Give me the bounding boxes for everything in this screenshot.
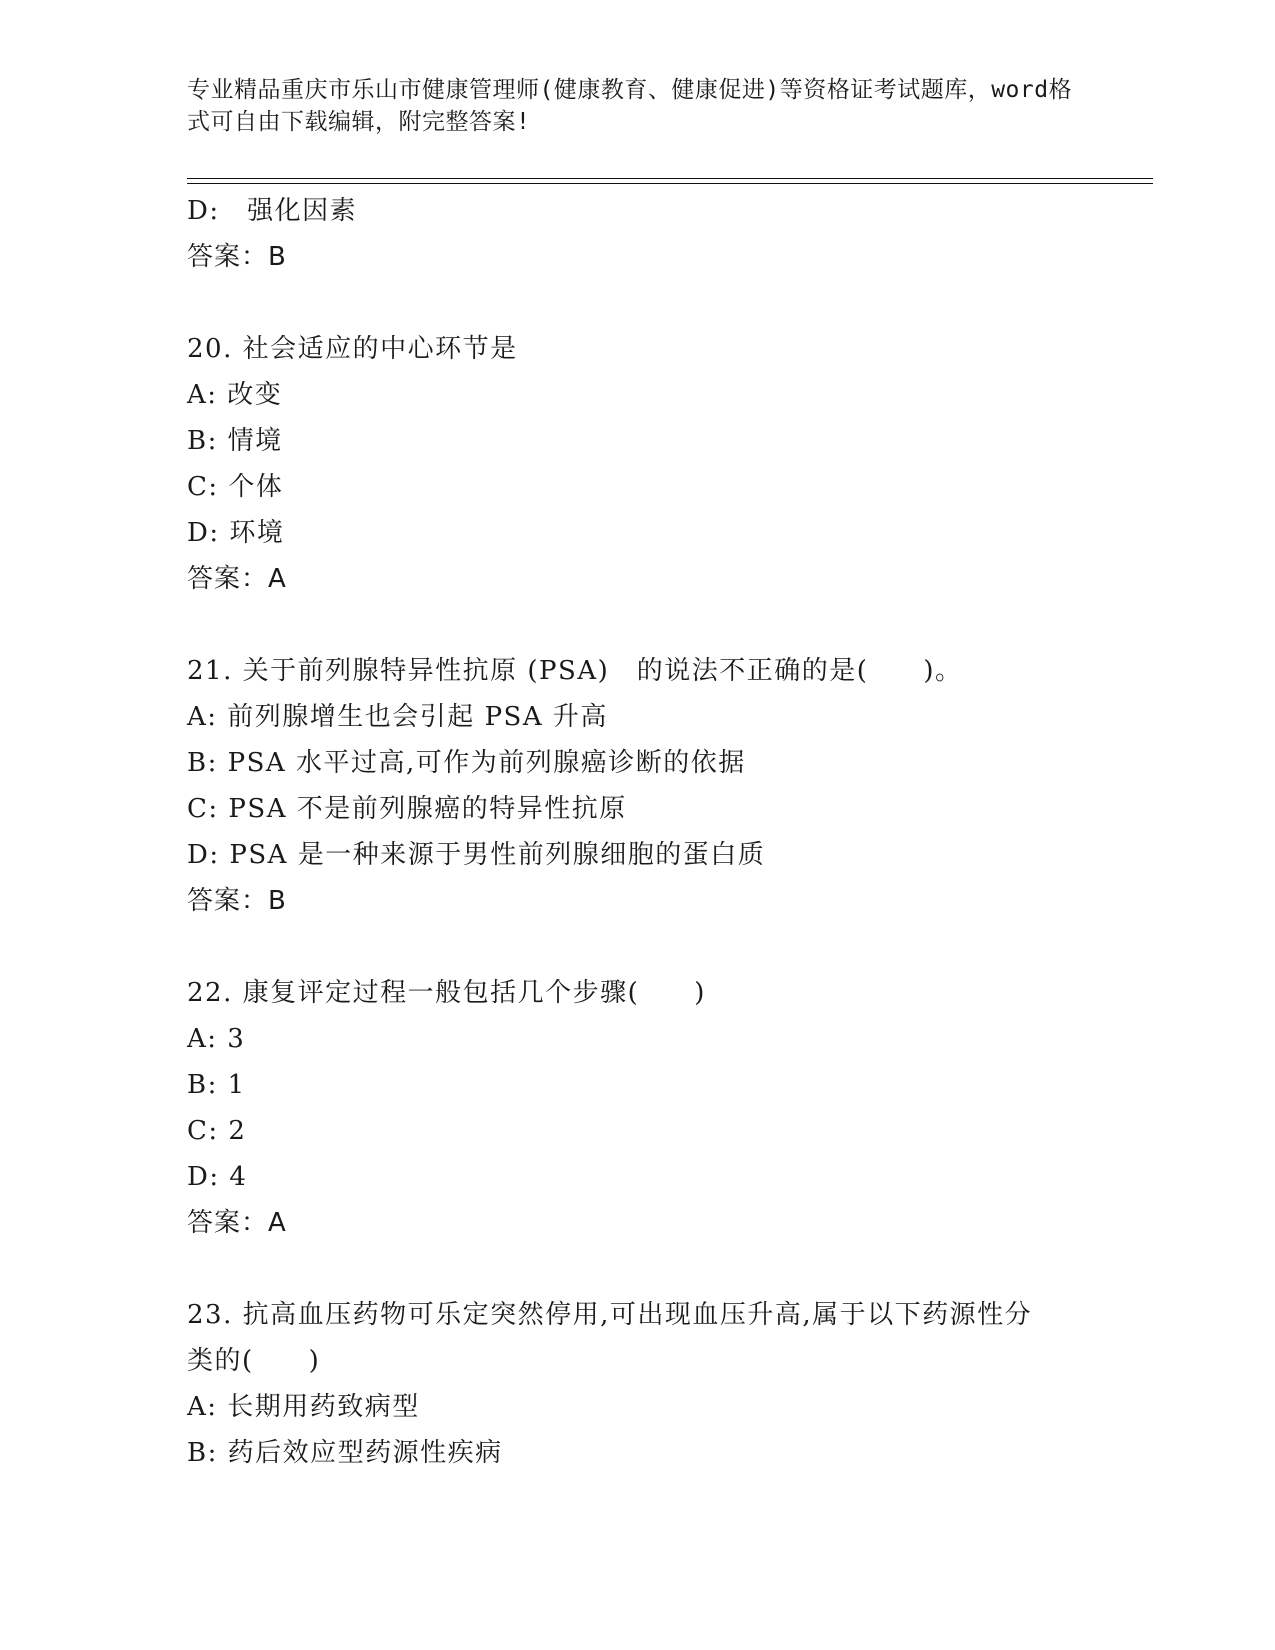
question-title: 23. 抗高血压药物可乐定突然停用,可出现血压升高,属于以下药源性分类的( ): [187, 1300, 1033, 1376]
question-list: [187, 188, 1153, 1476]
spacer: [187, 602, 1153, 648]
header-divider-top: [187, 178, 1153, 179]
option-b: B: 情境: [187, 426, 283, 456]
answer: 答案：A: [187, 564, 287, 594]
header-divider-bottom: [187, 183, 1153, 184]
option-d: D: 环境: [187, 518, 285, 548]
option-b: B: 药后效应型药源性疾病: [187, 1438, 503, 1468]
option-a: A: 改变: [187, 380, 283, 410]
option-d: D: 4: [187, 1162, 248, 1192]
question-title: 22. 康复评定过程一般包括几个步骤( ): [187, 978, 706, 1008]
document-header: [187, 74, 1087, 138]
question-22: [187, 970, 1153, 1246]
question-20: [187, 326, 1153, 602]
spacer: [187, 1246, 1153, 1292]
option-a: A: 3: [187, 1024, 246, 1054]
option-c: C: 个体: [187, 472, 284, 502]
question-23: [187, 1292, 1153, 1476]
prev-option-d: D: 强化因素: [187, 196, 358, 226]
option-a: A: 长期用药致病型: [187, 1392, 420, 1422]
option-c: C: 2: [187, 1116, 247, 1146]
question-title: 21. 关于前列腺特异性抗原 (PSA) 的说法不正确的是( )。: [187, 656, 963, 686]
option-a: A: 前列腺增生也会引起 PSA 升高: [187, 702, 608, 732]
option-b: B: PSA 水平过高,可作为前列腺癌诊断的依据: [187, 748, 746, 778]
option-d: D: PSA 是一种来源于男性前列腺细胞的蛋白质: [187, 840, 766, 870]
answer: 答案：A: [187, 1208, 287, 1238]
question-21: [187, 648, 1153, 924]
spacer: [187, 924, 1153, 970]
option-c: C: PSA 不是前列腺癌的特异性抗原: [187, 794, 627, 824]
header-title: 专业精品重庆市乐山市健康管理师(健康教育、健康促进)等资格证考试题库，word格式可自由下载编辑，附完整答案!: [187, 77, 1073, 135]
option-b: B: 1: [187, 1070, 246, 1100]
question-title: 20. 社会适应的中心环节是: [187, 334, 518, 364]
answer: 答案：B: [187, 886, 287, 916]
prev-answer: 答案：B: [187, 242, 287, 272]
spacer: [187, 280, 1153, 326]
